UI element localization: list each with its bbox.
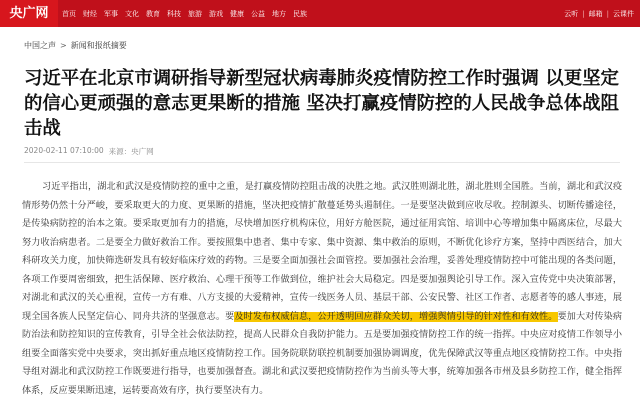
link-yunting[interactable]: 云听 [564,9,579,18]
link-mail[interactable]: 邮箱 [588,9,603,18]
nav-item-tech[interactable]: 科技 [167,9,181,18]
site-logo[interactable]: 央广网 [0,0,58,27]
nav-item-ethnic[interactable]: 民族 [293,9,307,18]
link-separator: | [582,9,585,18]
nav-item-charity[interactable]: 公益 [251,9,265,18]
nav-item-home[interactable]: 首页 [62,9,76,18]
top-nav-bar [0,0,640,27]
link-courseware[interactable]: 云课件 [613,9,634,18]
nav-item-culture[interactable]: 文化 [125,9,139,18]
link-separator: | [606,9,609,18]
nav-item-finance[interactable]: 财经 [83,9,97,18]
breadcrumb-item-voice-of-china[interactable]: 中国之声 [24,41,56,50]
nav-item-military[interactable]: 军事 [104,9,118,18]
nav-item-travel[interactable]: 旅游 [188,9,202,18]
breadcrumb [24,40,127,51]
article-source: 来源：央广网 [108,147,154,156]
divider [24,162,620,163]
body-text-after: 要加大对传染病防治法和防控知识的宣传教育，引导全社会依法防控，提高人民群众自我防护能力。五是要加强疫情防控工作的统一指挥。中央应对疫情工作领导小组要全面落实党中央要求，突出抓好重点地区疫情防控工作。国务院联防联控机制要加强协调调度，优先保障武汉等重点地区疫情防控工作。中央指导组对湖北和武汉防控工作既要进行指导，也要加强督查。湖北和武汉要把疫情防控作为当前头等大事，统筹加强各市州及县乡防控工作，健全指挥体系，反应要果断迅速，运转要高效有序，执行要坚决有力。 [22,311,623,396]
main-nav [62,0,314,27]
article-date: 2020-02-11 07:10:00 [24,146,104,155]
breadcrumb-item-news-digest[interactable]: 新闻和报纸摘要 [70,41,127,50]
article-body [22,178,622,400]
nav-item-local[interactable]: 地方 [272,9,286,18]
body-text-before: 习近平指出，湖北和武汉是疫情防控的重中之重，是打赢疫情防控阻击战的决胜之地。武汉胜则湖北胜，湖北胜则全国胜。当前，湖北和武汉疫情形势仍然十分严峻，要采取更大的力度、更果断的措施，坚决把疫情扩散蔓延势头遏制住。一是要坚决做到应收尽收。控制源头、切断传播途径，是传染病防控的治本之策。要采取更加有力的措施，尽快增加医疗机构床位，用好方舱医院，通过征用宾馆、培训中心等增加集中隔离床位，尽最大努力收治病患者。二是要全力做好救治工作。要按照集中患者、集中专家、集中资源、集中救治的原则，不断优化诊疗方案，坚持中西医结合，加大科研攻关力度，加快筛选研发具有较好临床疗效的药物。三是要全面加强社会面管控。要加强社会治理，妥善处理疫情防控中可能出现的各类问题，各项工作要周密细致，把生活保障、医疗救治、心理干预等工作做到位，维护社会大局稳定。四是要加强舆论引导工作。深入宣传党中央决策部署，对湖北和武汉的关心重视，宣传一方有难、八方支援的大爱精神，宣传一线医务人员、基层干部、公安民警、社区工作者、志愿者等的感人事迹，展现全国各族人民坚定信心、同舟共济的坚强意志。要 [22,182,622,322]
nav-item-education[interactable]: 教育 [146,9,160,18]
nav-item-games[interactable]: 游戏 [209,9,223,18]
top-right-links [564,0,634,27]
breadcrumb-separator: > [60,41,67,50]
nav-item-health[interactable]: 健康 [230,9,244,18]
highlighted-text: 及时发布权威信息，公开透明回应群众关切，增强舆情引导的针对性和有效性。 [234,311,558,322]
article-meta [24,146,159,157]
article-title: 习近平在北京市调研指导新型冠状病毒肺炎疫情防控工作时强调 以更坚定的信心更顽强的意志更果断的措施 坚决打赢疫情防控的人民战争总体战阻击战 [24,68,619,139]
